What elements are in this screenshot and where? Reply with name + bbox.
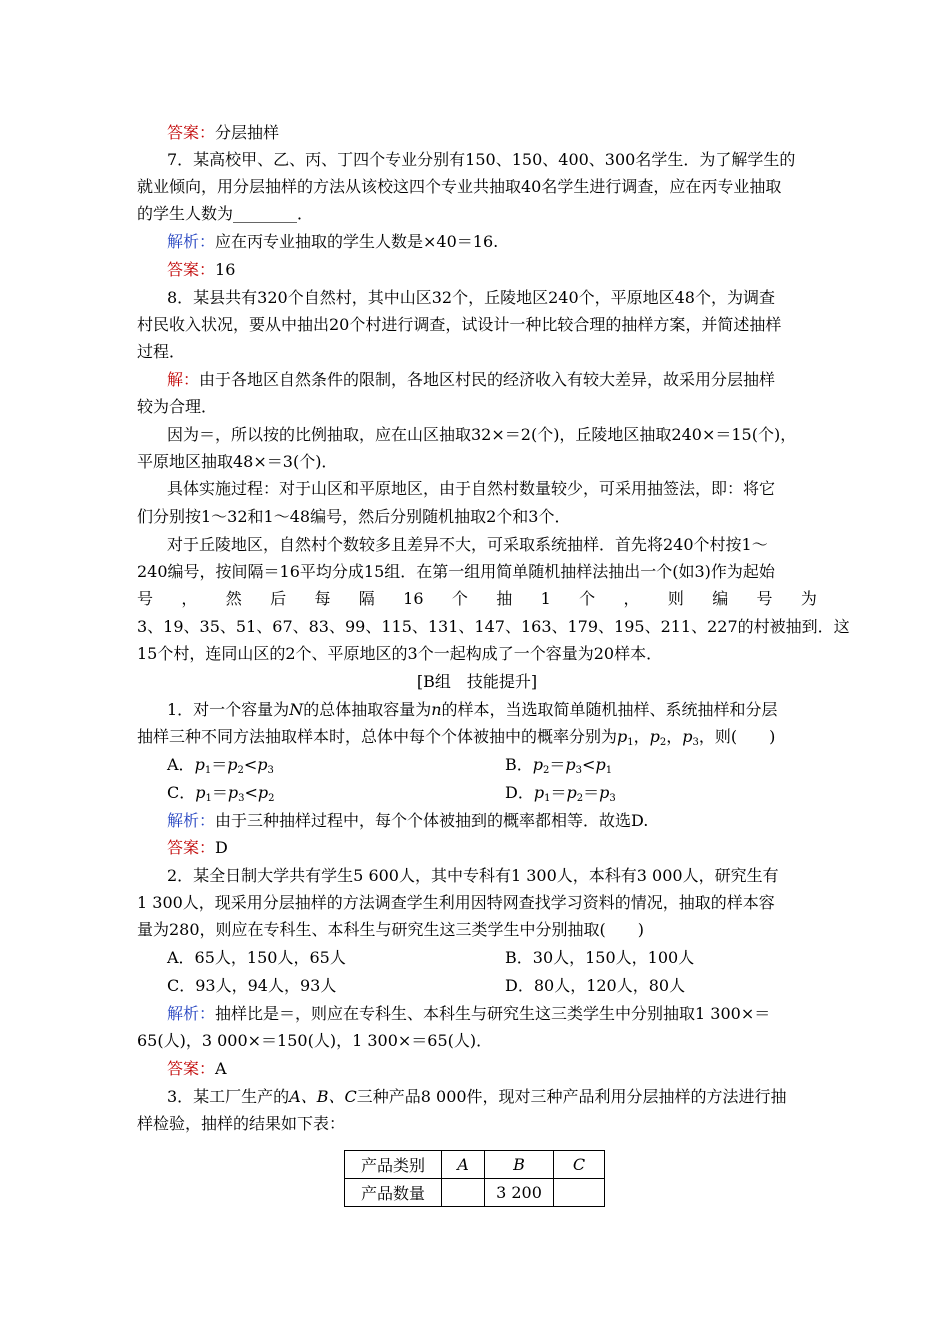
option-d: D．$p_1=p_2=p_3$	[505, 783, 616, 804]
q7-line-2: 就业倾向，用分层抽样的方法从该校这四个专业共抽取40名学生进行调查，应在丙专业抽取	[137, 177, 782, 196]
b3-text: 三种产品8 000件，现对三种产品利用分层抽样的方法进行抽	[356, 1087, 787, 1106]
b2-analysis-line-1	[167, 1001, 770, 1027]
q8-para2-line-2: 们分别按1～32和1～48编号，然后分别随机抽取2个和3个．	[137, 507, 571, 526]
b3-line-2: 样检验，抽样的结果如下表：	[137, 1114, 346, 1133]
b2-line-1: 2．某全日制大学共有学生5 600人，其中专科有1 300人，本科有3 000人，研究生有	[167, 866, 779, 885]
table-cell	[554, 1179, 605, 1207]
q8-para3-line-1: 对于丘陵地区，自然村个数较多且差异不大，可采取系统抽样．首先将240个村按1～	[167, 535, 768, 554]
option-a: A．$p_1=p_2<p_3$	[167, 755, 274, 776]
justified-word: 个	[451, 589, 468, 608]
analysis-label: 解析：	[167, 811, 216, 830]
table-cell: 3 200	[485, 1179, 554, 1207]
q8-line-3: 过程．	[137, 342, 186, 361]
option-b: B．30人，150人，100人	[505, 948, 695, 967]
q8-para1-line-1: 因为＝，所以按的比例抽取，应在山区抽取32×＝2(个)，丘陵地区抽取240×＝15(个)，	[167, 425, 797, 444]
justified-word: 编	[712, 589, 729, 608]
b1-var-n: n	[431, 700, 442, 719]
justified-word: 则	[667, 589, 684, 608]
q6-answer-line	[167, 120, 279, 146]
option-a: A．65人，150人，65人	[167, 948, 346, 967]
b1-options-row-2	[167, 780, 616, 806]
table-cell: 产品数量	[345, 1179, 442, 1207]
b1-var-N: N	[289, 700, 304, 719]
answer-label: 答案：	[167, 123, 216, 142]
b2-answer-line	[167, 1056, 227, 1082]
q8-solution-line-2: 较为合理．	[137, 397, 218, 416]
q8-solution-1: 由于各地区自然条件的限制，各地区村民的经济收入有较大差异，故采用分层抽样	[199, 370, 776, 389]
option-c: C．93人，94人，93人	[167, 976, 337, 995]
justified-word: 个	[579, 589, 596, 608]
b1-line-1	[167, 697, 778, 723]
b1-text: ，则( )	[698, 727, 776, 746]
b1-line-2	[137, 724, 775, 750]
justified-word: ，	[181, 589, 198, 608]
b1-analysis-line	[167, 808, 648, 834]
q7-line-1: 7．某高校甲、乙、丙、丁四个专业分别有150、150、400、300名学生．为了解学生的	[167, 150, 796, 169]
b3-text: 3．某工厂生产的	[167, 1087, 290, 1106]
q8-para3-line-5: 15个村，连同山区的2个、平原地区的3个一起构成了一个容量为20样本．	[137, 644, 663, 663]
answer-label: 答案：	[167, 1059, 216, 1078]
q8-line-1: 8．某县共有320个自然村，其中山区32个，丘陵地区240个，平原地区48个，为调查	[167, 288, 775, 307]
option-c: C．$p_1=p_3<p_2$	[167, 783, 275, 804]
b1-analysis: 由于三种抽样过程中，每个个体被抽到的概率都相等．故选D.	[215, 811, 649, 830]
q8-line-2: 村民收入状况，要从中抽出20个村进行调查，试设计一种比较合理的抽样方案，并简述抽样	[137, 315, 782, 334]
q8-para2-line-1: 具体实施过程：对于山区和平原地区，由于自然村数量较少，可采用抽签法，即：将它	[167, 479, 776, 498]
justified-word: ，	[623, 589, 640, 608]
justified-word: 16	[403, 589, 424, 608]
b2-options-row-1	[167, 945, 695, 971]
b2-line-2: 1 300人，现采用分层抽样的方法调查学生利用因特网查找学习资料的情况，抽取的样本容	[137, 893, 775, 912]
q8-para3-line-2: 240编号，按间隔＝16平均分成15组．在第一组用简单随机抽样法抽出一个(如3)作为起始	[137, 562, 775, 581]
b1-answer: D	[215, 838, 228, 857]
section-b-heading: [B组 技能提升]	[416, 672, 538, 691]
justified-word: 为	[800, 589, 817, 608]
q8-para3-line-4: 3、19、35、51、67、83、99、115、131、147、163、179、195、211、227的村被抽到．这	[137, 617, 850, 636]
table-header-row	[345, 1151, 605, 1179]
b1-text: 1．对一个容量为	[167, 700, 290, 719]
justified-word: 号	[756, 589, 773, 608]
solution-label: 解：	[167, 370, 200, 389]
q8-para1-line-2: 平原地区抽取48×＝3(个)．	[137, 452, 338, 471]
justified-word: 抽	[496, 589, 513, 608]
b1-text: 的样本，当选取简单随机抽样、系统抽样和分层	[441, 700, 778, 719]
justified-word: 然	[225, 589, 242, 608]
b2-analysis-1: 抽样比是＝，则应在专科生、本科生与研究生这三类学生中分别抽取1 300×＝	[215, 1004, 771, 1023]
justified-word: 1	[540, 589, 551, 608]
table-row	[345, 1179, 605, 1207]
q7-answer: 16	[215, 260, 236, 279]
table-cell: A	[442, 1151, 485, 1179]
justified-word: 号	[137, 589, 154, 608]
b3-products: A、B、C	[289, 1087, 357, 1106]
table-cell: B	[485, 1151, 554, 1179]
b2-options-row-2	[167, 973, 686, 999]
q8-solution-line-1	[167, 367, 775, 393]
justified-word: 隔	[358, 589, 375, 608]
b1-text: 的总体抽取容量为	[303, 700, 432, 719]
option-d: D．80人，120人，80人	[505, 976, 686, 995]
q7-analysis-line	[167, 229, 498, 255]
table-cell	[442, 1179, 485, 1207]
q7-answer-line	[167, 257, 235, 283]
b3-line-1	[167, 1084, 787, 1110]
justified-word: 后	[270, 589, 287, 608]
option-b: B．$p_2=p_3<p_1$	[505, 755, 613, 776]
b2-analysis-line-2: 65(人)，3 000×＝150(人)，1 300×＝65(人)．	[137, 1031, 493, 1050]
justified-word: 每	[314, 589, 331, 608]
answer-label: 答案：	[167, 838, 216, 857]
product-table	[344, 1150, 605, 1207]
q8-para3-line-3	[137, 586, 817, 612]
answer-label: 答案：	[167, 260, 216, 279]
table-cell: 产品类别	[345, 1151, 442, 1179]
q7-analysis: 应在丙专业抽取的学生人数是×40＝16.	[215, 232, 499, 251]
table-cell: C	[554, 1151, 605, 1179]
b2-answer: A	[215, 1059, 227, 1078]
b2-line-3: 量为280，则应在专科生、本科生与研究生这三类学生中分别抽取( )	[137, 920, 645, 939]
b1-text: 抽样三种不同方法抽取样本时，总体中每个个体被抽中的概率分别为	[137, 727, 618, 746]
analysis-label: 解析：	[167, 1004, 216, 1023]
b1-options-row-1	[167, 752, 613, 778]
q6-answer: 分层抽样	[215, 123, 280, 142]
q7-line-3: 的学生人数为________．	[137, 204, 314, 223]
b1-answer-line	[167, 835, 228, 861]
analysis-label: 解析：	[167, 232, 216, 251]
b1-probabilities: $p_1$，$p_2$，$p_3$	[617, 727, 699, 748]
